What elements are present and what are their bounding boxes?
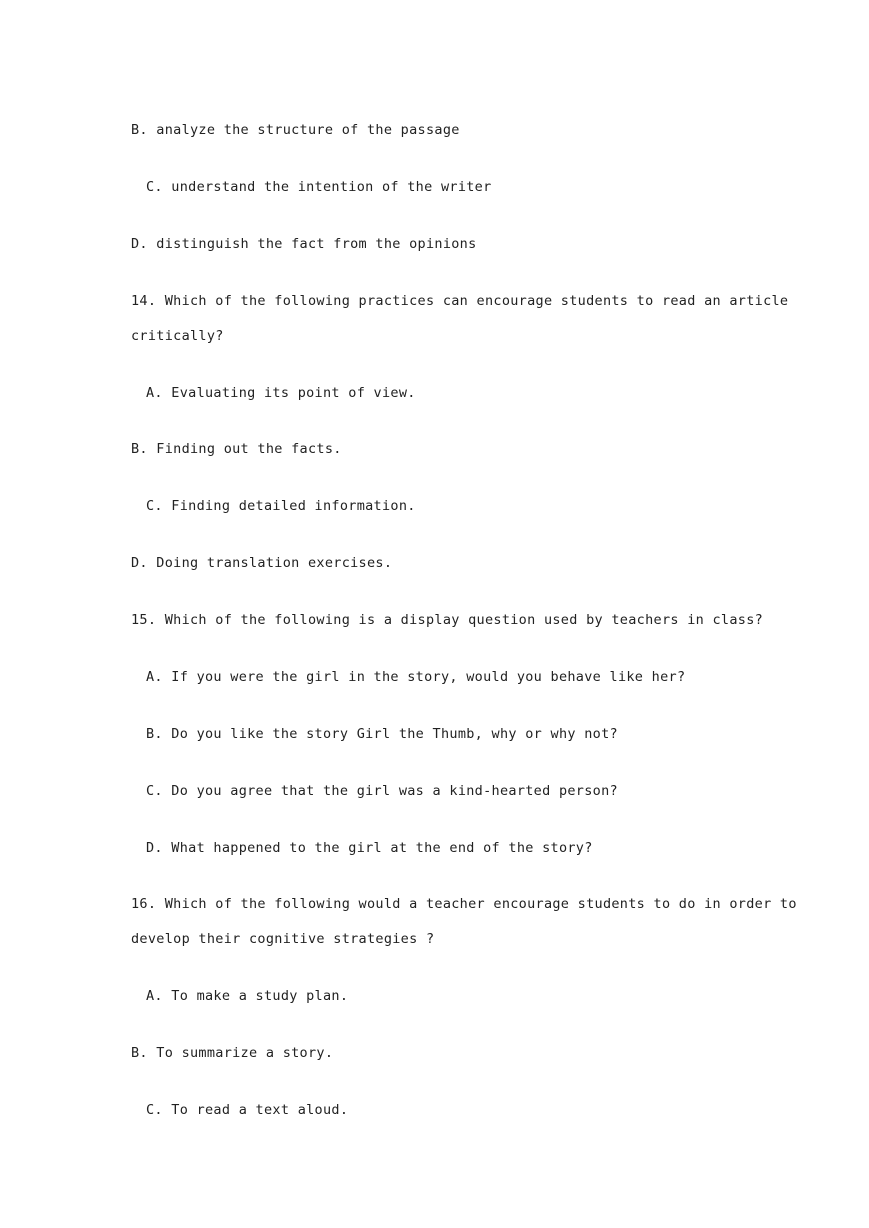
q15-option-b: B. Do you like the story Girl the Thumb, why or why not? bbox=[146, 726, 618, 742]
q14-stem-line1: 14. Which of the following practices can encourage students to read an article bbox=[131, 293, 789, 309]
q15-option-a: A. If you were the girl in the story, would you behave like her? bbox=[146, 669, 686, 685]
q15-option-d: D. What happened to the girl at the end of the story? bbox=[146, 840, 593, 856]
q16-option-a: A. To make a study plan. bbox=[146, 988, 349, 1004]
q16-stem-line1: 16. Which of the following would a teacher encourage students to do in order to bbox=[131, 896, 797, 912]
q13-option-b: B. analyze the structure of the passage bbox=[131, 122, 460, 138]
q13-option-c: C. understand the intention of the writer bbox=[146, 179, 492, 195]
q16-option-c: C. To read a text aloud. bbox=[146, 1102, 349, 1118]
q14-option-a: A. Evaluating its point of view. bbox=[146, 385, 416, 401]
q15-option-c: C. Do you agree that the girl was a kind-hearted person? bbox=[146, 783, 618, 799]
q14-stem-line2: critically? bbox=[131, 328, 224, 344]
q15-stem: 15. Which of the following is a display question used by teachers in class? bbox=[131, 612, 764, 628]
q14-option-d: D. Doing translation exercises. bbox=[131, 555, 393, 571]
q14-option-b: B. Finding out the facts. bbox=[131, 441, 342, 457]
q16-stem-line2: develop their cognitive strategies ? bbox=[131, 931, 435, 947]
q16-option-b: B. To summarize a story. bbox=[131, 1045, 334, 1061]
q14-option-c: C. Finding detailed information. bbox=[146, 498, 416, 514]
q13-option-d: D. distinguish the fact from the opinions bbox=[131, 236, 477, 252]
